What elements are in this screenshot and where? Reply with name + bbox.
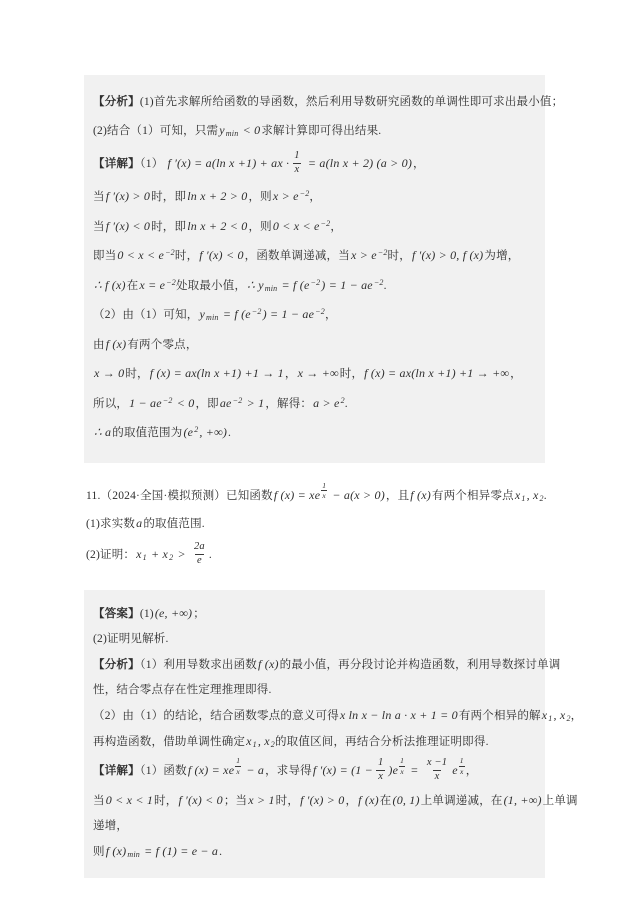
text-run: 当 bbox=[93, 220, 105, 233]
text-line bbox=[93, 94, 564, 111]
text-run: 上单调 bbox=[542, 794, 578, 807]
text-run: 即当 bbox=[93, 250, 117, 262]
text-run: ， bbox=[510, 368, 522, 380]
text-run: （1）函数 bbox=[139, 765, 187, 777]
subscript: min bbox=[225, 129, 239, 138]
math-run: (0, 1) bbox=[392, 792, 420, 807]
superscript: 2 bbox=[340, 395, 345, 405]
superscript-fraction: $\frac{1}{x}$ bbox=[459, 756, 464, 776]
text-run: 时， bbox=[174, 250, 199, 262]
math-run: 0 < x < 1 bbox=[105, 792, 154, 807]
superscript: 2 bbox=[194, 425, 199, 434]
text-run: 的最小值，再分段讨论并构造函数，利用导数探讨单调 bbox=[279, 658, 561, 671]
text-line bbox=[93, 605, 535, 623]
math-run: f (x) = ax(ln x +1) +1 → +∞ bbox=[364, 366, 510, 380]
superscript: −2 bbox=[162, 395, 173, 405]
text-run: ，解得： bbox=[265, 397, 313, 410]
text-run: 时， bbox=[387, 250, 411, 262]
text-run: ，即 bbox=[195, 397, 219, 410]
superscript: −2 bbox=[315, 307, 325, 316]
math-run: f (x) bbox=[410, 487, 431, 502]
math-run: (1, +∞) bbox=[503, 792, 542, 807]
text-run: 所以， bbox=[93, 397, 129, 410]
math-run: , x bbox=[257, 733, 270, 748]
text-run: 的取值区间，再结合分析法推理证明即得. bbox=[274, 735, 489, 748]
text-line bbox=[86, 540, 543, 568]
fraction: $\frac{2a}{e}$ bbox=[193, 540, 205, 567]
text-run: ；当 bbox=[223, 794, 248, 807]
text-run: . bbox=[208, 549, 212, 561]
text-run: 在 bbox=[379, 794, 392, 807]
superscript: −2 bbox=[373, 277, 384, 287]
text-run: . bbox=[543, 489, 547, 502]
math-run: f (x) bbox=[258, 656, 279, 671]
text-line bbox=[93, 843, 535, 861]
math-run: f ′(x) < 0 bbox=[178, 792, 223, 807]
math-run: ln x + 2 > 0 bbox=[187, 189, 248, 203]
math-run: )e bbox=[388, 763, 399, 777]
subscript: 1 bbox=[548, 713, 553, 723]
math-run: y bbox=[219, 123, 225, 137]
text-run: 则 bbox=[93, 845, 105, 858]
math-run: 1 − ae bbox=[129, 395, 162, 410]
text-run: 时， bbox=[339, 368, 364, 380]
text-line bbox=[93, 792, 578, 810]
section-label: 【分析】 bbox=[93, 95, 140, 108]
math-run: = a(ln x + 2) (a > 0) bbox=[304, 155, 413, 170]
text-run: ，函数单调递减，当 bbox=[244, 250, 350, 262]
subscript: 2 bbox=[169, 553, 174, 562]
math-run: ae bbox=[219, 395, 232, 410]
text-run: 处取最小值， bbox=[175, 279, 247, 292]
text-line bbox=[93, 218, 535, 236]
text-line bbox=[93, 707, 583, 725]
text-run: ， bbox=[465, 765, 478, 777]
text-run: （1）利用导数求出函数 bbox=[139, 658, 258, 671]
math-run: > bbox=[174, 547, 189, 561]
text-run: 有两个相异的解 bbox=[458, 709, 541, 722]
text-run: （2）由（1）可知， bbox=[93, 309, 199, 321]
subscript: 1 bbox=[521, 493, 526, 503]
subscript: 2 bbox=[566, 713, 571, 723]
text-run: 时， bbox=[275, 794, 300, 807]
math-run: x = e bbox=[139, 277, 166, 292]
text-run: 11.（2024·全国·模拟预测）已知函数 bbox=[86, 489, 273, 502]
math-run: (e bbox=[183, 425, 194, 439]
text-run: 有两个相异零点 bbox=[431, 489, 514, 502]
superscript: −2 bbox=[251, 307, 262, 316]
fraction: $\frac{x -1}{x}$ bbox=[426, 756, 448, 783]
math-run: x > e bbox=[350, 248, 377, 262]
text-run: (2)结合（1）可知，只需 bbox=[93, 125, 219, 137]
superscript-fraction: $\frac{1}{x}$ bbox=[236, 756, 241, 776]
text-run: . bbox=[383, 279, 387, 292]
solution-block-problem-11 bbox=[84, 590, 583, 878]
text-run: 有两个零点， bbox=[127, 338, 198, 351]
text-run: 性，结合零点存在性定理推理即得. bbox=[93, 683, 272, 696]
text-run: 再构造函数，借助单调性确定 bbox=[93, 735, 246, 748]
math-run: ) = 1 − ae bbox=[262, 307, 315, 321]
math-run: y bbox=[199, 307, 206, 321]
math-run: = bbox=[407, 763, 422, 777]
math-run: − a bbox=[243, 763, 265, 777]
text-line bbox=[93, 395, 535, 413]
text-line bbox=[93, 631, 535, 648]
text-run: (1)求实数 bbox=[86, 517, 136, 530]
math-run: x → 0 bbox=[94, 366, 125, 380]
math-run: , +∞) bbox=[199, 425, 228, 439]
text-run: . bbox=[228, 427, 232, 439]
math-run: ln x + 2 < 0 bbox=[187, 218, 248, 233]
math-run: ∴ y bbox=[247, 277, 264, 292]
subscript: min bbox=[127, 849, 140, 859]
subscript: min bbox=[264, 283, 278, 293]
math-run: < 0 bbox=[173, 395, 195, 410]
math-run: − a(x > 0) bbox=[329, 487, 385, 502]
math-run: ) = 1 − ae bbox=[321, 277, 373, 292]
text-run: ， bbox=[284, 368, 297, 380]
text-line bbox=[93, 365, 535, 383]
text-line bbox=[93, 733, 535, 751]
subscript: 2 bbox=[270, 739, 275, 749]
text-run: ，求导得 bbox=[265, 765, 312, 777]
text-line bbox=[93, 306, 535, 324]
text-run: (2)证明： bbox=[86, 549, 136, 561]
math-run: f ′(x) > 0 bbox=[300, 792, 345, 807]
text-run: （1） bbox=[139, 157, 167, 170]
superscript: −2 bbox=[166, 277, 176, 287]
text-run: （2）由（1）的结论，结合函数零点的意义可得 bbox=[93, 709, 339, 722]
text-line bbox=[93, 122, 535, 140]
text-run: 当 bbox=[93, 191, 105, 203]
math-run: < 0 bbox=[239, 123, 261, 137]
math-run: x bbox=[514, 487, 521, 502]
text-line bbox=[86, 480, 547, 505]
math-run: x bbox=[136, 547, 142, 561]
text-run: 在 bbox=[126, 279, 139, 292]
solution-block-previous-problem bbox=[84, 75, 564, 463]
math-run: a > e bbox=[313, 395, 340, 410]
text-line bbox=[93, 424, 535, 442]
text-run: ， bbox=[413, 157, 425, 170]
text-run: ， bbox=[570, 709, 583, 722]
math-run: 0 < x < e bbox=[117, 248, 165, 262]
math-run: x > e bbox=[272, 189, 299, 203]
text-run: ， bbox=[330, 220, 343, 233]
math-run: f (x) = xe bbox=[187, 763, 235, 777]
math-run: f (x) = xe bbox=[273, 487, 321, 502]
text-line bbox=[93, 336, 535, 354]
math-run: , x bbox=[526, 487, 539, 502]
math-run: = f (1) = e − a bbox=[140, 843, 219, 858]
math-run: f (x) bbox=[358, 792, 379, 807]
superscript: −2 bbox=[165, 248, 175, 257]
text-line bbox=[93, 149, 535, 177]
math-run: > 1 bbox=[243, 395, 265, 410]
text-run: (1) bbox=[139, 607, 154, 620]
text-line bbox=[93, 277, 535, 295]
text-run: 求解计算即可得出结果. bbox=[261, 125, 382, 137]
math-run: a bbox=[136, 515, 143, 530]
superscript: −2 bbox=[299, 189, 310, 198]
superscript: −2 bbox=[310, 277, 321, 287]
text-run: 上单调递减，在 bbox=[420, 794, 503, 807]
text-run: . bbox=[219, 845, 223, 858]
text-run: 的取值范围为 bbox=[112, 427, 183, 439]
text-run: ， bbox=[324, 309, 337, 321]
text-line bbox=[93, 247, 535, 265]
math-run: x > 1 bbox=[248, 792, 275, 807]
text-line bbox=[93, 818, 535, 835]
subscript: 1 bbox=[252, 739, 257, 749]
text-run: . bbox=[344, 397, 348, 410]
superscript: −2 bbox=[232, 395, 243, 405]
text-run: ，则 bbox=[248, 191, 272, 203]
math-run: x bbox=[541, 707, 548, 722]
math-run: f ′(x) > 0, f (x) bbox=[411, 248, 484, 262]
text-run: 时， bbox=[125, 368, 149, 380]
section-label: 【答案】 bbox=[93, 607, 140, 620]
math-run: = f (e bbox=[219, 307, 251, 321]
math-run: x → +∞ bbox=[297, 366, 339, 380]
math-run: e bbox=[452, 763, 458, 777]
math-run: ∴ f (x) bbox=[94, 277, 126, 292]
subscript: 2 bbox=[539, 493, 544, 503]
text-line bbox=[93, 682, 535, 699]
math-run: f ′(x) > 0 bbox=[105, 189, 151, 203]
text-run: (1)首先求解所给函数的导函数，然后利用导数研究函数的单调性即可求出最小值； bbox=[139, 95, 564, 108]
text-run: ，且 bbox=[385, 489, 410, 502]
math-run: f ′(x) = (1 − bbox=[312, 763, 373, 777]
math-run: + x bbox=[147, 547, 169, 561]
text-run: ， bbox=[345, 794, 358, 807]
math-run: f ′(x) < 0 bbox=[199, 248, 244, 262]
math-run: f ′(x) < 0 bbox=[105, 218, 151, 233]
fraction: $\frac{1}{x}$ bbox=[377, 756, 384, 783]
subscript: 1 bbox=[142, 553, 147, 562]
math-run: f ′(x) = a(ln x +1) + ax · bbox=[167, 155, 290, 170]
math-run: , x bbox=[553, 707, 566, 722]
section-label: 【详解】 bbox=[93, 157, 140, 170]
math-run: f (x) bbox=[105, 336, 127, 351]
math-run: f (x) = ax(ln x +1) +1 → 1 bbox=[149, 366, 284, 380]
text-run: 递增， bbox=[93, 819, 129, 832]
superscript-fraction: $\frac{1}{x}$ bbox=[322, 480, 327, 501]
math-run: f (x) bbox=[105, 843, 127, 858]
text-line bbox=[93, 188, 535, 206]
text-run: 的取值范围. bbox=[143, 517, 205, 530]
text-run: 为增， bbox=[484, 250, 520, 262]
text-run: 当 bbox=[93, 794, 105, 807]
text-run: ， bbox=[309, 191, 322, 203]
superscript: −2 bbox=[320, 218, 331, 228]
section-label: 【详解】 bbox=[93, 765, 140, 777]
math-run: x ln x − ln a · x + 1 = 0 bbox=[339, 707, 458, 722]
text-line bbox=[93, 756, 535, 784]
text-run: (2)证明见解析. bbox=[93, 632, 169, 645]
section-label: 【分析】 bbox=[93, 658, 140, 671]
fraction: $\frac{1}{x}$ bbox=[294, 149, 300, 175]
problem-11-statement bbox=[84, 475, 545, 580]
subscript: min bbox=[206, 313, 219, 322]
text-run: 时， bbox=[154, 794, 178, 807]
text-line bbox=[86, 515, 543, 533]
text-run: 由 bbox=[93, 338, 105, 351]
text-run: ； bbox=[193, 607, 205, 620]
text-line bbox=[93, 656, 561, 674]
math-run: (e, +∞) bbox=[154, 605, 193, 620]
math-run: = f (e bbox=[278, 277, 310, 292]
superscript-fraction: $\frac{1}{x}$ bbox=[400, 756, 405, 776]
superscript: −2 bbox=[377, 248, 388, 257]
math-run: ∴ a bbox=[94, 425, 112, 439]
text-run: ，则 bbox=[248, 220, 272, 233]
math-run: 0 < x < e bbox=[272, 218, 320, 233]
math-run: x bbox=[246, 733, 252, 748]
text-run: 时，即 bbox=[151, 191, 187, 203]
text-run: 时，即 bbox=[151, 220, 187, 233]
